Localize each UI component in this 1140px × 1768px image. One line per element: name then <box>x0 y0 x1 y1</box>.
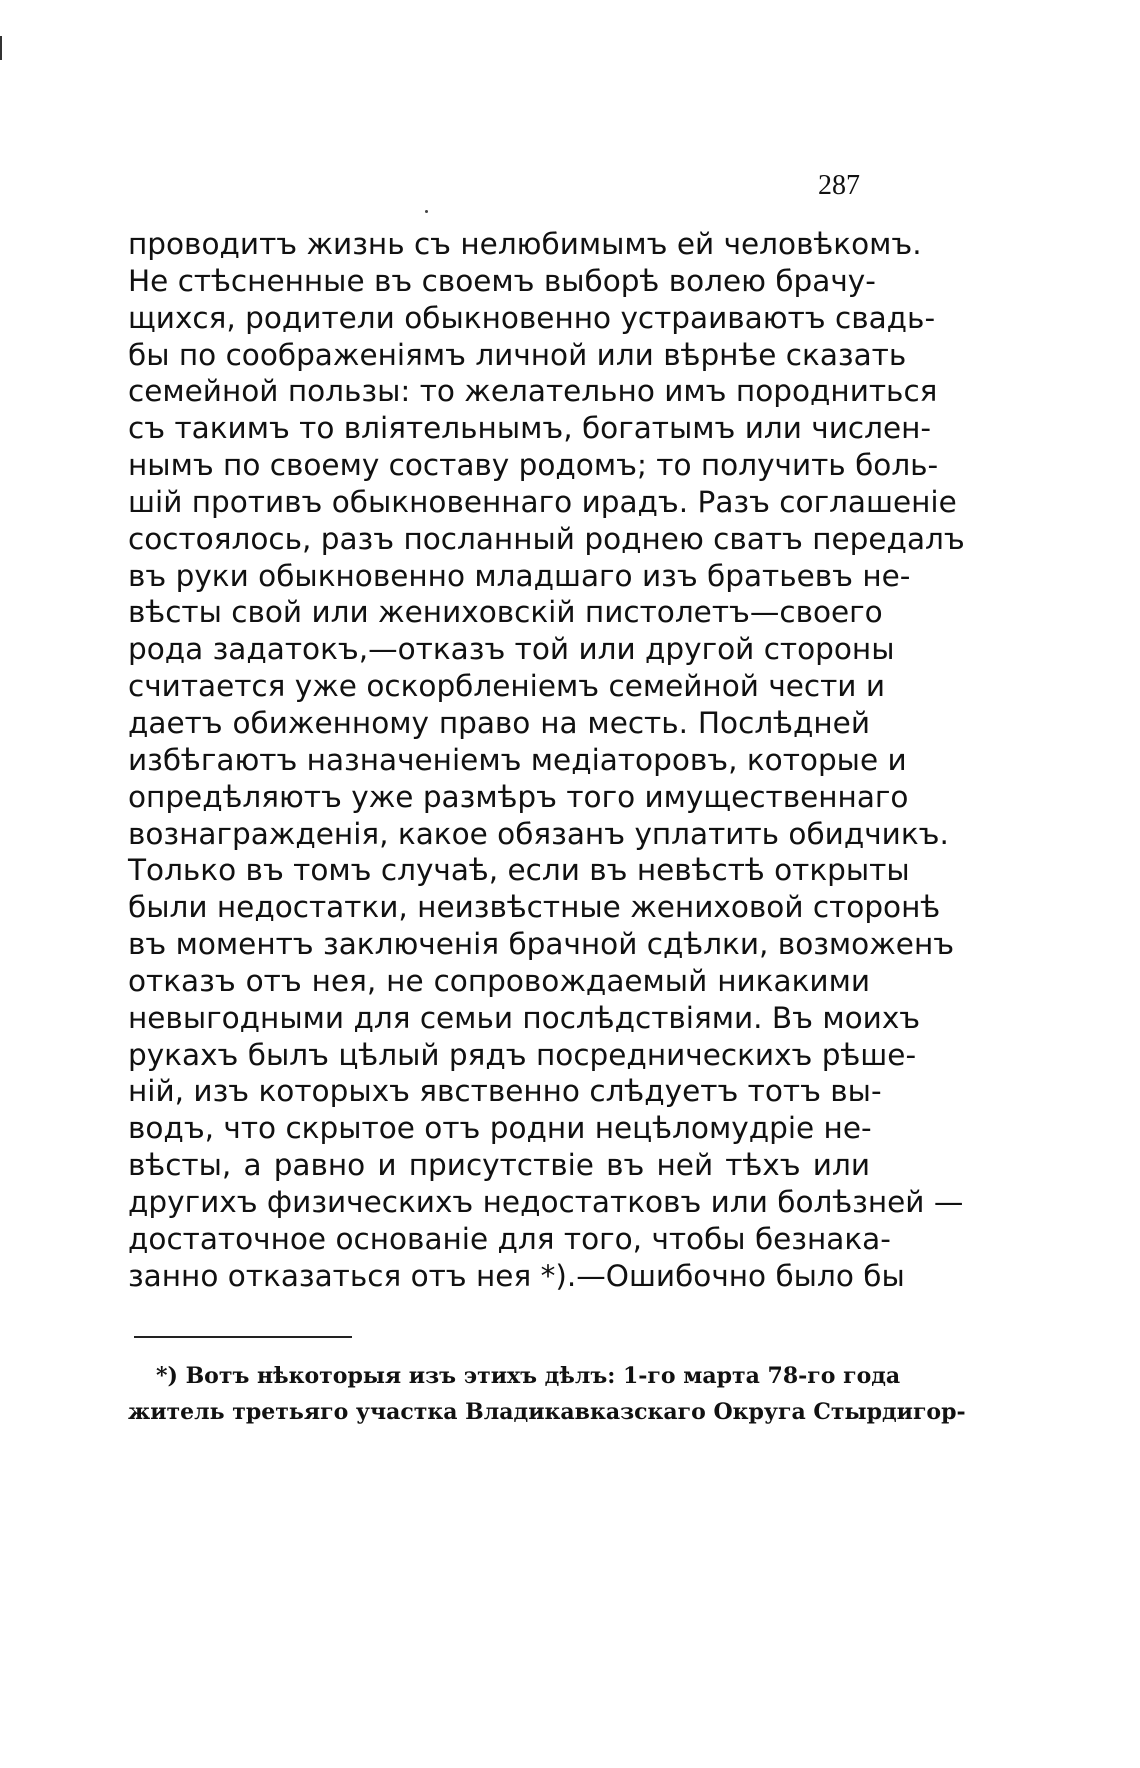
text-line: избѣгаютъ назначеніемъ медіаторовъ, которые и <box>128 742 907 777</box>
text-line: другихъ физическихъ недостатковъ или болѣзней — <box>128 1184 964 1219</box>
text-line: невыгодными для семьи послѣдствіями. Въ моихъ <box>128 1000 921 1035</box>
footnote-divider <box>134 1336 352 1338</box>
text-line: отказъ отъ нея, не сопровождаемый никакими <box>128 963 870 998</box>
text-line: семейной пользы: то желательно имъ породниться <box>128 374 938 409</box>
text-line: съ такимъ то вліятельнымъ, богатымъ или числен- <box>128 411 932 446</box>
scan-edge-mark <box>0 36 2 60</box>
text-line: бы по соображеніямъ личной или вѣрнѣе сказать <box>128 337 907 372</box>
text-line: были недостатки, неизвѣстные жениховой сторонѣ <box>128 890 941 925</box>
text-line: щихся, родители обыкновенно устраиваютъ свадь- <box>128 300 936 335</box>
text-line: состоялось, разъ посланный роднею сватъ передалъ <box>128 521 965 556</box>
text-line: рукахъ былъ цѣлый рядъ посредническихъ рѣше- <box>128 1037 917 1072</box>
text-line: ній, изъ которыхъ явственно слѣдуетъ тотъ вы- <box>128 1074 882 1109</box>
text-line: шій противъ обыкновеннаго ирадъ. Разъ соглашеніе <box>128 484 957 519</box>
text-line: въ руки обыкновенно младшаго изъ братьевъ не- <box>128 558 911 593</box>
text-line: Только въ томъ случаѣ, если въ невѣстѣ открыты <box>128 853 910 888</box>
page-number: 287 <box>818 170 860 201</box>
text-line: нымъ по своему составу родомъ; то получить боль- <box>128 448 939 483</box>
text-line: вѣсты свой или жениховскій пистолетъ—своего <box>128 595 883 630</box>
text-line: въ моментъ заключенія брачной сдѣлки, возможенъ <box>128 927 955 962</box>
footnote <box>128 1358 966 1430</box>
text-line: проводитъ жизнь съ нелюбимымъ ей человѣкомъ. <box>128 227 922 261</box>
footnote-line: *) Вотъ нѣкоторыя изъ этихъ дѣлъ: 1-го марта 78-го года <box>156 1363 901 1389</box>
text-line: вознагражденія, какое обязанъ уплатить обидчикъ. <box>128 816 949 851</box>
stray-ink-dot <box>425 210 428 213</box>
text-line: занно отказаться отъ нея *).—Ошибочно было бы <box>128 1258 905 1293</box>
text-line: Не стѣсненные въ своемъ выборѣ волею брачу- <box>128 263 876 298</box>
text-line: считается уже оскорбленіемъ семейной чести и <box>128 669 886 704</box>
text-line: достаточное основаніе для того, чтобы безнака- <box>128 1221 891 1256</box>
text-line: вѣсты, а равно и присутствіе въ ней тѣхъ или <box>128 1148 870 1183</box>
text-line: рода задатокъ,—отказъ той или другой стороны <box>128 632 895 667</box>
main-text-block <box>128 226 965 1294</box>
text-line: даетъ обиженному право на месть. Послѣдней <box>128 705 870 740</box>
footnote-line: житель третьяго участка Владикавказскаго Округа Стырдигор- <box>128 1399 966 1425</box>
text-line: водъ, что скрытое отъ родни нецѣломудріе не- <box>128 1111 872 1146</box>
text-line: опредѣляютъ уже размѣръ того имущественнаго <box>128 779 909 814</box>
